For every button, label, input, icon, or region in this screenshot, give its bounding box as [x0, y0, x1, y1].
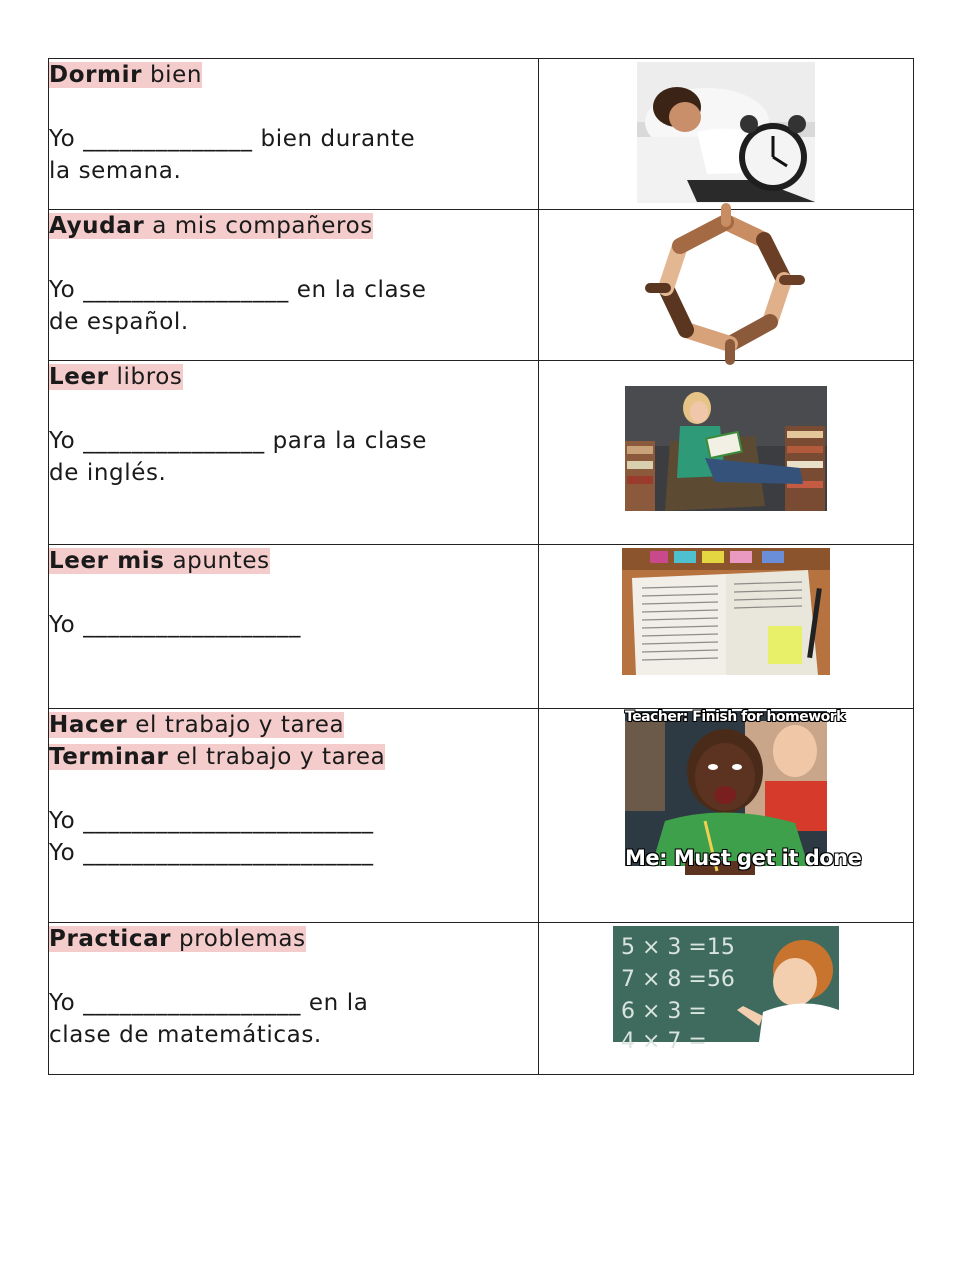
sentence-continuation: la semana.	[49, 158, 182, 184]
phrase-highlight	[49, 926, 306, 952]
phrase-highlight	[49, 548, 270, 574]
sentence-start: Yo	[49, 428, 84, 454]
sentence-start: Yo	[49, 126, 84, 152]
fill-blank[interactable]: __________________	[83, 612, 301, 638]
image-cell	[539, 361, 914, 545]
sentence-start: Yo	[49, 840, 84, 866]
prompt-cell	[49, 59, 539, 210]
homework-meme	[625, 709, 862, 888]
sentence-continuation: de español.	[49, 309, 189, 335]
fill-blank[interactable]: ________________________	[83, 808, 374, 834]
table-row	[49, 709, 914, 923]
sentence-continuation: de inglés.	[49, 460, 167, 486]
open-notebook-photo	[622, 548, 830, 675]
verb-label: Hacer	[49, 712, 128, 738]
image-cell	[539, 545, 914, 709]
fill-blank[interactable]: ______________	[83, 126, 253, 152]
phrase-rest: apuntes	[164, 548, 270, 574]
phrase-highlight	[49, 62, 202, 88]
verb-label: Practicar	[49, 926, 172, 952]
phrase-rest: libros	[108, 364, 183, 390]
chalk-line-2: 7 × 8 =56	[621, 967, 735, 992]
chalk-line-1: 5 × 3 =15	[621, 935, 735, 960]
chalk-line-4: 4 × 7 =	[621, 1029, 707, 1054]
verb-label: Dormir	[49, 62, 143, 88]
sentence-start: Yo	[49, 808, 84, 834]
image-cell	[539, 210, 914, 361]
sentence-end: en la clase	[288, 277, 427, 303]
meme-caption-bottom: Me: Must get it done	[625, 846, 862, 870]
table-row	[49, 361, 914, 545]
girl-reading-books-photo	[625, 386, 827, 511]
sentence-end: para la clase	[264, 428, 428, 454]
phrase-rest: bien	[142, 62, 203, 88]
sentence-start: Yo	[49, 277, 84, 303]
sentence-end: en la	[301, 990, 369, 1016]
table-row	[49, 923, 914, 1075]
fill-blank[interactable]: _________________	[83, 277, 289, 303]
sentence-end: bien durante	[252, 126, 416, 152]
meme-caption-top: Teacher: Finish for homework	[625, 709, 845, 725]
fill-blank[interactable]: ________________________	[83, 840, 374, 866]
image-cell	[539, 923, 914, 1075]
phrase-rest: problemas	[171, 926, 306, 952]
prompt-cell	[49, 709, 539, 923]
verb-label: Leer mis	[49, 548, 165, 574]
table-row	[49, 210, 914, 361]
phrase-highlight	[49, 364, 183, 390]
phrase-rest: el trabajo y tarea	[127, 712, 345, 738]
sentence-continuation: clase de matemáticas.	[49, 1022, 322, 1048]
joined-hands-circle-photo	[652, 212, 800, 356]
table-row	[49, 59, 914, 210]
fill-blank[interactable]: __________________	[83, 990, 301, 1016]
phrase-rest: el trabajo y tarea	[168, 744, 386, 770]
phrase-highlight	[49, 712, 344, 738]
verb-label: Leer	[49, 364, 109, 390]
fill-blank[interactable]: _______________	[83, 428, 265, 454]
chalk-line-3: 6 × 3 =	[621, 999, 707, 1024]
prompt-cell	[49, 545, 539, 709]
sleeping-alarm-clock-photo	[637, 62, 815, 203]
boy-chalkboard-math-photo	[613, 926, 839, 1054]
phrase-rest: a mis compañeros	[144, 213, 373, 239]
verb-label: Terminar	[49, 744, 169, 770]
image-cell	[539, 709, 914, 923]
prompt-cell	[49, 923, 539, 1075]
image-cell	[539, 59, 914, 210]
sentence-start: Yo	[49, 990, 84, 1016]
verb-label: Ayudar	[49, 213, 145, 239]
worksheet-table	[48, 58, 914, 1075]
table-row	[49, 545, 914, 709]
prompt-cell	[49, 210, 539, 361]
sentence-start: Yo	[49, 612, 84, 638]
prompt-cell	[49, 361, 539, 545]
phrase-highlight	[49, 744, 385, 770]
phrase-highlight	[49, 213, 373, 239]
